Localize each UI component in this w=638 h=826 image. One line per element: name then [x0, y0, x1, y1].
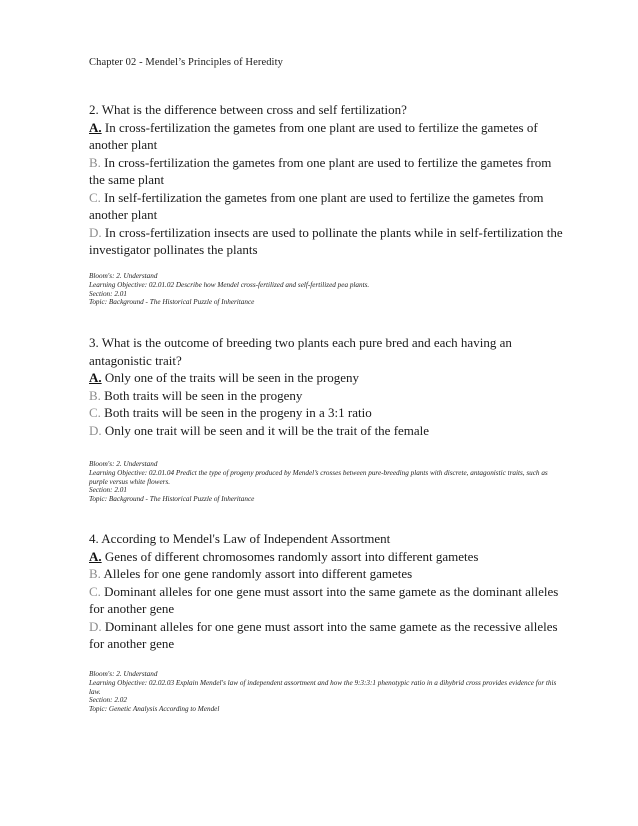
choice-b — [89, 387, 565, 405]
topic-label: Topic: Genetic Analysis According to Mendel — [89, 705, 220, 714]
question-stem: 4. According to Mendel's Law of Independent Assortment — [89, 531, 391, 546]
choice-d — [89, 618, 565, 653]
blooms-level: Bloom's: 2. Understand — [89, 272, 158, 280]
choice-d — [89, 224, 565, 259]
choice-c — [89, 404, 565, 422]
choice-b — [89, 154, 565, 189]
question-stem: 3. What is the outcome of breeding two plants each pure bred and each having an antagonistic trait? — [89, 335, 512, 368]
choice-letter: A. — [89, 548, 102, 564]
choice-letter: C. — [89, 405, 101, 420]
choice-c — [89, 189, 565, 224]
choice-a — [89, 548, 565, 566]
question-metadata — [89, 670, 565, 714]
choice-text: Only one of the traits will be seen in the progeny — [101, 370, 360, 385]
question-block — [89, 530, 565, 653]
section-label: Section: 2.01 — [89, 486, 127, 495]
choice-letter: B. — [89, 387, 101, 403]
choice-letter: A. — [89, 119, 102, 135]
choice-text: In cross-fertilization the gametes from one plant are used to fertilize the gametes of another plant — [89, 119, 538, 152]
choice-text: Dominant alleles for one gene must assort into the same gamete as the dominant alleles for another gene — [89, 583, 559, 616]
choice-text: Genes of different chromosomes randomly assort into different gametes — [101, 548, 479, 564]
choice-letter: A. — [89, 370, 102, 385]
choice-d — [89, 422, 565, 440]
choice-text: Both traits will be seen in the progeny — [100, 387, 303, 403]
choice-a — [89, 369, 565, 387]
learning-objective: Learning Objective: 02.02.03 Explain Mendel's law of independent assortment and how the 9:3:3:1 phenotypic ratio in a dihybrid cross provides evidence for this law. — [89, 678, 557, 696]
choice-letter: D. — [89, 422, 102, 438]
choice-letter: D. — [89, 224, 102, 240]
question-block — [89, 334, 565, 439]
choice-text: Alleles for one gene randomly assort into different gametes — [100, 566, 413, 581]
choice-text: Dominant alleles for one gene must assort into the same gamete as the recessive alleles for another gene — [89, 618, 558, 651]
choice-letter: C. — [89, 583, 101, 599]
choice-letter: C. — [89, 189, 101, 205]
choice-text: Both traits will be seen in the progeny in a 3:1 ratio — [100, 405, 372, 420]
choice-b — [89, 565, 565, 583]
topic-label: Topic: Background - The Historical Puzzle of Inheritance — [89, 298, 255, 307]
choice-letter: B. — [89, 154, 101, 170]
choice-letter: D. — [89, 618, 102, 634]
choice-letter: B. — [89, 566, 101, 581]
question-block — [89, 101, 565, 259]
learning-objective: Learning Objective: 02.01.02 Describe how Mendel cross-fertilized and self-fertilized pea plants. — [89, 280, 370, 289]
section-label: Section: 2.02 — [89, 696, 127, 705]
choice-text: In cross-fertilization insects are used to pollinate the plants while in self-fertilization the investigator pollinates the plants — [89, 224, 563, 257]
topic-label: Topic: Background - The Historical Puzzle of Inheritance — [89, 495, 255, 504]
question-metadata — [89, 460, 565, 504]
blooms-level: Bloom's: 2. Understand — [89, 460, 158, 468]
choice-text: In self-fertilization the gametes from one plant are used to fertilize the gametes from another plant — [89, 189, 544, 222]
question-metadata — [89, 272, 565, 307]
choice-c — [89, 583, 565, 618]
learning-objective: Learning Objective: 02.01.04 Predict the type of progeny produced by Mendel’s crosses between pure-breeding plants with discrete, antagonistic traits, such as purple versus white flowers. — [89, 468, 548, 486]
section-label: Section: 2.01 — [89, 289, 127, 298]
page-header: Chapter 02 - Mendel’s Principles of Heredity — [89, 57, 283, 68]
question-stem: 2. What is the difference between cross and self fertilization? — [89, 102, 407, 117]
choice-text: In cross-fertilization the gametes from one plant are used to fertilize the gametes from the same plant — [89, 154, 552, 187]
choice-a — [89, 119, 565, 154]
blooms-level: Bloom's: 2. Understand — [89, 670, 158, 678]
choice-text: Only one trait will be seen and it will be the trait of the female — [101, 422, 430, 438]
